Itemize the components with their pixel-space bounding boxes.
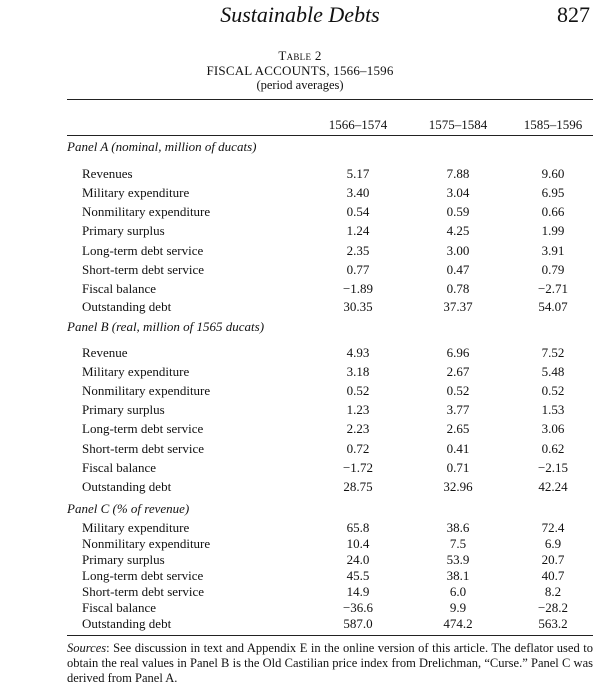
row-label: Outstanding debt	[82, 616, 172, 631]
row-label: Fiscal balance	[82, 460, 156, 475]
column-header: 1566–1574	[328, 117, 388, 132]
table-row	[0, 281, 600, 297]
cell-value: 53.9	[446, 552, 470, 567]
cell-value: 38.6	[446, 520, 470, 535]
table-row	[0, 345, 600, 361]
table-subtitle: (period averages)	[256, 78, 344, 92]
row-label: Primary surplus	[82, 223, 165, 238]
cell-value: 2.35	[346, 243, 370, 258]
table-row	[0, 441, 600, 457]
cell-value: 0.59	[446, 204, 470, 219]
cell-value: 0.77	[346, 262, 370, 277]
cell-value: 0.47	[446, 262, 470, 277]
cell-value: 30.35	[343, 299, 373, 314]
cell-value: 0.62	[541, 441, 565, 456]
cell-value: 20.7	[541, 552, 565, 567]
row-label: Short-term debt service	[82, 584, 205, 599]
table-row	[0, 262, 600, 278]
table-row	[0, 552, 600, 568]
table-row	[0, 460, 600, 476]
table-row	[0, 421, 600, 437]
row-label: Primary surplus	[82, 552, 165, 567]
cell-value: 65.8	[346, 520, 370, 535]
cell-value: 587.0	[343, 616, 373, 631]
cell-value: 0.72	[346, 441, 370, 456]
cell-value: 37.37	[443, 299, 473, 314]
cell-value: 5.17	[346, 166, 370, 181]
cell-value: 1.23	[346, 402, 370, 417]
cell-value: 4.93	[346, 345, 370, 360]
table-row	[0, 536, 600, 552]
table-bottom-rule	[67, 635, 593, 636]
panel-a-title: Panel A (nominal, million of ducats)	[67, 139, 257, 154]
panel-c-title: Panel C (% of revenue)	[67, 501, 190, 516]
row-label: Nonmilitary expenditure	[82, 536, 211, 551]
cell-value: 8.2	[544, 584, 562, 599]
cell-value: −2.71	[537, 281, 569, 296]
table-row	[0, 383, 600, 399]
table-row	[0, 185, 600, 201]
cell-value: 3.04	[446, 185, 470, 200]
running-title: Sustainable Debts	[220, 2, 380, 27]
row-label: Long-term debt service	[82, 568, 204, 583]
header-rule	[67, 135, 593, 136]
table-row	[0, 299, 600, 315]
cell-value: 0.54	[346, 204, 370, 219]
page-header	[0, 2, 600, 32]
cell-value: −28.2	[537, 600, 569, 615]
cell-value: 1.99	[541, 223, 565, 238]
row-label: Primary surplus	[82, 402, 165, 417]
sources-text: : See discussion in text and Appendix E in the online version of this article. The deflator used to obtain the real values in Panel B is the Old Castilian price index from Drelichman, “Curse.” Panel C was derived from Panel A.	[67, 641, 593, 685]
cell-value: −2.15	[537, 460, 569, 475]
cell-value: 6.96	[446, 345, 470, 360]
cell-value: 42.24	[538, 479, 568, 494]
table-label: Table 2	[278, 48, 322, 63]
panel-b-title: Panel B (real, million of 1565 ducats)	[67, 319, 265, 334]
cell-value: 54.07	[538, 299, 568, 314]
cell-value: −1.72	[342, 460, 374, 475]
cell-value: 28.75	[343, 479, 373, 494]
table-caption	[0, 48, 600, 93]
cell-value: 2.65	[446, 421, 470, 436]
cell-value: 6.0	[449, 584, 467, 599]
row-label: Revenues	[82, 166, 133, 181]
cell-value: 5.48	[541, 364, 565, 379]
table-row	[0, 584, 600, 600]
row-label: Short-term debt service	[82, 262, 205, 277]
cell-value: 7.88	[446, 166, 470, 181]
cell-value: 0.66	[541, 204, 565, 219]
cell-value: 7.52	[541, 345, 565, 360]
row-label: Military expenditure	[82, 185, 190, 200]
cell-value: 3.77	[446, 402, 470, 417]
cell-value: 1.24	[346, 223, 370, 238]
cell-value: 6.9	[544, 536, 562, 551]
table-top-rule	[67, 99, 593, 100]
cell-value: 38.1	[446, 568, 470, 583]
cell-value: 474.2	[443, 616, 473, 631]
row-label: Short-term debt service	[82, 441, 205, 456]
cell-value: 45.5	[346, 568, 370, 583]
row-label: Long-term debt service	[82, 243, 204, 258]
cell-value: 563.2	[538, 616, 568, 631]
cell-value: 3.40	[346, 185, 370, 200]
table-row	[0, 600, 600, 616]
row-label: Outstanding debt	[82, 479, 172, 494]
table-row	[0, 479, 600, 495]
row-label: Military expenditure	[82, 364, 190, 379]
column-header: 1575–1584	[428, 117, 488, 132]
cell-value: 40.7	[541, 568, 565, 583]
row-label: Fiscal balance	[82, 600, 156, 615]
cell-value: 0.52	[446, 383, 470, 398]
column-header: 1585–1596	[523, 117, 583, 132]
cell-value: −36.6	[342, 600, 374, 615]
row-label: Military expenditure	[82, 520, 190, 535]
row-label: Nonmilitary expenditure	[82, 383, 211, 398]
table-sources-note	[67, 641, 593, 686]
row-label: Nonmilitary expenditure	[82, 204, 211, 219]
table-row	[0, 520, 600, 536]
cell-value: 3.06	[541, 421, 565, 436]
cell-value: 0.79	[541, 262, 565, 277]
cell-value: 0.52	[541, 383, 565, 398]
cell-value: 0.52	[346, 383, 370, 398]
table-row	[0, 402, 600, 418]
cell-value: 9.9	[449, 600, 467, 615]
cell-value: −1.89	[342, 281, 374, 296]
table-row	[0, 616, 600, 632]
table-row	[0, 204, 600, 220]
cell-value: 2.23	[346, 421, 370, 436]
cell-value: 3.91	[541, 243, 565, 258]
row-label: Revenue	[82, 345, 128, 360]
cell-value: 14.9	[346, 584, 370, 599]
cell-value: 32.96	[443, 479, 473, 494]
cell-value: 1.53	[541, 402, 565, 417]
page-number: 827	[557, 2, 590, 27]
table-row	[0, 223, 600, 239]
table-row	[0, 568, 600, 584]
cell-value: 9.60	[541, 166, 565, 181]
cell-value: 72.4	[541, 520, 565, 535]
table-row	[0, 243, 600, 259]
cell-value: 3.18	[346, 364, 370, 379]
cell-value: 2.67	[446, 364, 470, 379]
cell-value: 24.0	[346, 552, 370, 567]
cell-value: 3.00	[446, 243, 470, 258]
cell-value: 0.71	[446, 460, 470, 475]
cell-value: 0.41	[446, 441, 470, 456]
table-row	[0, 166, 600, 182]
table-row	[0, 364, 600, 380]
row-label: Fiscal balance	[82, 281, 156, 296]
row-label: Outstanding debt	[82, 299, 172, 314]
cell-value: 4.25	[446, 223, 470, 238]
cell-value: 6.95	[541, 185, 565, 200]
table-title: FISCAL ACCOUNTS, 1566–1596	[206, 63, 394, 78]
row-label: Long-term debt service	[82, 421, 204, 436]
cell-value: 10.4	[346, 536, 370, 551]
cell-value: 0.78	[446, 281, 470, 296]
cell-value: 7.5	[449, 536, 467, 551]
sources-label: Sources	[67, 641, 107, 655]
